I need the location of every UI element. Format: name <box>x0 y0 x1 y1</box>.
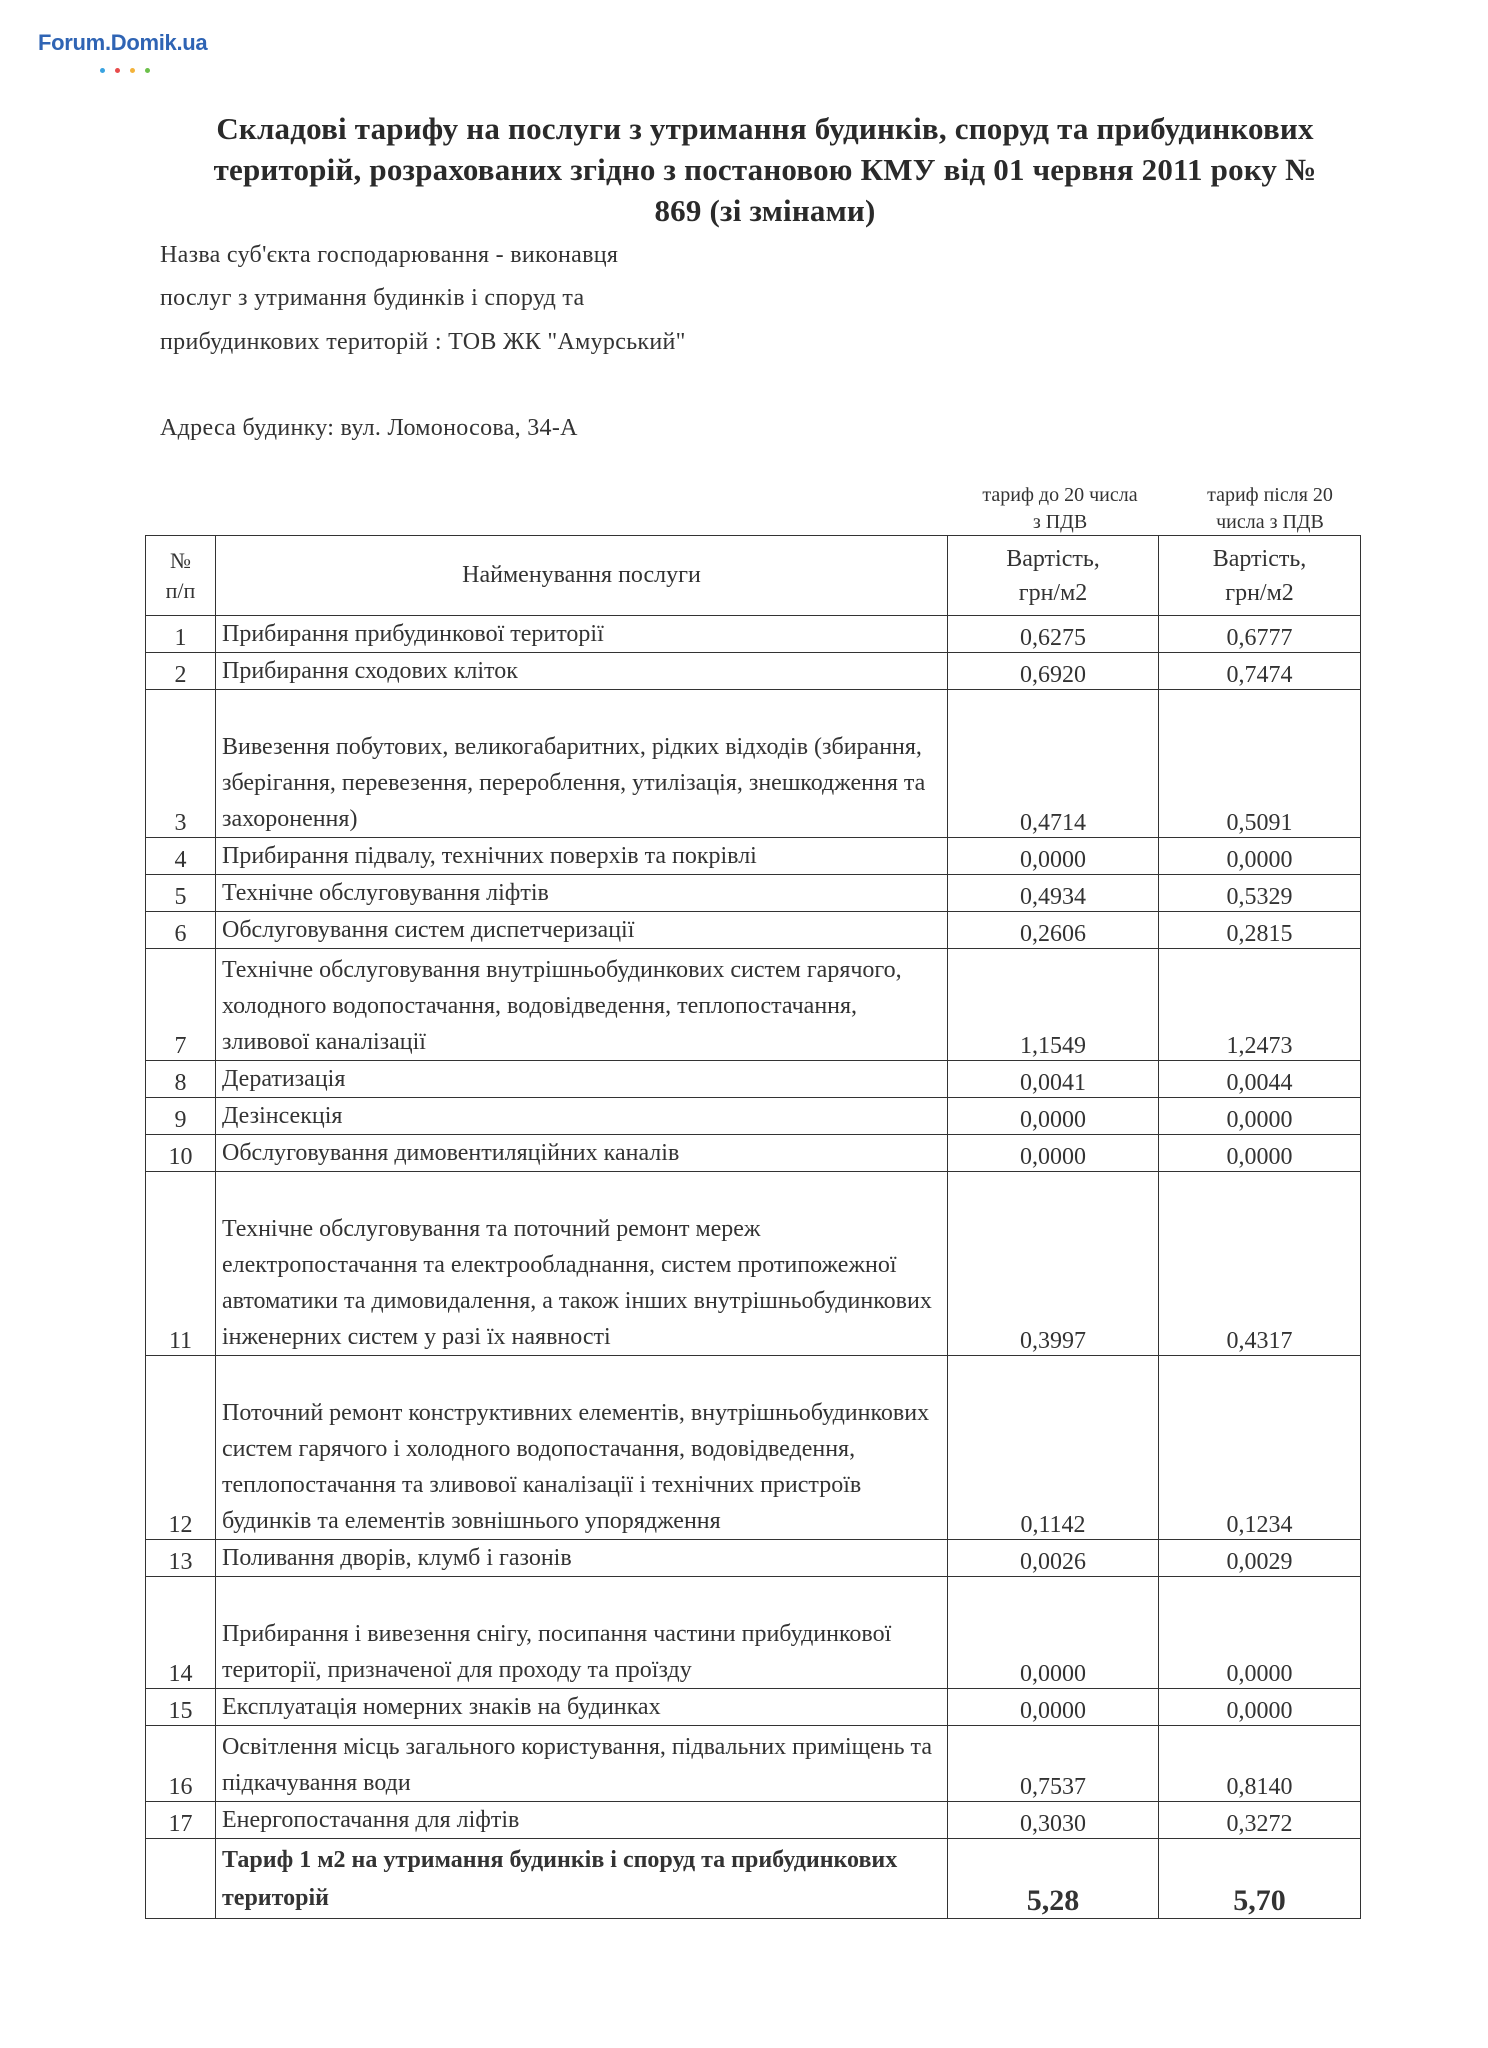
row-service-name: Прибирання і вивезення снігу, посипання частини прибудинкової території, призначеної для проходу та проїзду <box>216 1577 948 1689</box>
table-total-row <box>146 1839 1361 1919</box>
total-num-cell <box>146 1839 216 1919</box>
tariff-after-header <box>1180 482 1360 536</box>
table-row <box>146 1577 1361 1689</box>
header-cost-line: Вартість, <box>1006 545 1100 572</box>
tariff-table <box>145 535 1361 1919</box>
logo-dot <box>130 68 135 73</box>
logo-dots <box>100 60 160 78</box>
row-cost-after: 0,0000 <box>1159 1577 1361 1689</box>
subject-line: послуг з утримання будинків і споруд та <box>160 285 585 311</box>
row-cost-after: 1,2473 <box>1159 949 1361 1061</box>
logo-dot <box>115 68 120 73</box>
header-line: тариф після 20 <box>1207 484 1333 506</box>
row-cost-after: 0,5329 <box>1159 875 1361 912</box>
row-num: 5 <box>146 875 216 912</box>
row-num: 14 <box>146 1577 216 1689</box>
row-service-name: Поливання дворів, клумб і газонів <box>216 1540 948 1577</box>
title-line: 869 (зі змінами) <box>654 193 876 228</box>
row-cost-before: 0,1142 <box>948 1356 1159 1540</box>
table-row <box>146 1726 1361 1802</box>
header-num-line: № <box>170 547 191 573</box>
row-service-name: Прибирання прибудинкової території <box>216 616 948 653</box>
row-cost-after: 0,8140 <box>1159 1726 1361 1802</box>
row-service-name: Поточний ремонт конструктивних елементів, внутрішньобудинкових систем гарячого і холодного водопостачання, водовідведення, теплопостачання та зливової каналізації і технічних пристроїв будинків та елементів зовнішнього упорядження <box>216 1356 948 1540</box>
site-logo: Forum.Domik.ua <box>38 30 208 55</box>
row-cost-before: 1,1549 <box>948 949 1159 1061</box>
header-cost-line: Вартість, <box>1212 545 1307 572</box>
table-row <box>146 616 1361 653</box>
row-cost-before: 0,0041 <box>948 1061 1159 1098</box>
row-cost-after: 0,5091 <box>1159 690 1361 838</box>
row-cost-before: 0,3997 <box>948 1172 1159 1356</box>
total-label: Тариф 1 м2 на утримання будинків і споруд та прибудинкових територій <box>216 1839 948 1919</box>
header-cost-line: грн/м2 <box>1225 579 1294 606</box>
row-service-name: Експлуатація номерних знаків на будинках <box>216 1689 948 1726</box>
title-line: територій, розрахованих згідно з постановою КМУ від 01 червня 2011 року № <box>213 152 1317 187</box>
table-row <box>146 1689 1361 1726</box>
row-cost-after: 0,0029 <box>1159 1540 1361 1577</box>
row-cost-before: 0,0000 <box>948 1689 1159 1726</box>
row-service-name: Технічне обслуговування внутрішньобудинкових систем гарячого, холодного водопостачання, водовідведення, теплопостачання, зливової каналізації <box>216 949 948 1061</box>
row-cost-after: 0,0000 <box>1159 1135 1361 1172</box>
table-row <box>146 1098 1361 1135</box>
subject-line: Назва суб'єкта господарювання - виконавця <box>160 242 619 268</box>
row-cost-before: 0,0000 <box>948 838 1159 875</box>
header-line: тариф до 20 числа <box>982 484 1138 506</box>
row-cost-before: 0,0000 <box>948 1098 1159 1135</box>
row-num: 16 <box>146 1726 216 1802</box>
row-service-name: Обслуговування димовентиляційних каналів <box>216 1135 948 1172</box>
row-num: 11 <box>146 1172 216 1356</box>
tariff-before-header <box>955 482 1165 536</box>
row-cost-after: 0,4317 <box>1159 1172 1361 1356</box>
row-cost-after: 0,0000 <box>1159 838 1361 875</box>
row-num: 1 <box>146 616 216 653</box>
header-name: Найменування послуги <box>216 536 948 616</box>
table-row <box>146 1356 1361 1540</box>
row-cost-before: 0,0000 <box>948 1577 1159 1689</box>
row-num: 12 <box>146 1356 216 1540</box>
total-cost-before: 5,28 <box>948 1839 1159 1919</box>
row-service-name: Вивезення побутових, великогабаритних, рідких відходів (збирання, зберігання, перевезення, перероблення, утилізація, знешкодження та захоронення) <box>216 690 948 838</box>
table-row <box>146 912 1361 949</box>
row-num: 10 <box>146 1135 216 1172</box>
header-cost-line: грн/м2 <box>1018 579 1088 606</box>
total-cost-after: 5,70 <box>1159 1839 1361 1919</box>
row-service-name: Енергопостачання для ліфтів <box>216 1802 948 1839</box>
table-row <box>146 1540 1361 1577</box>
row-service-name: Прибирання підвалу, технічних поверхів та покрівлі <box>216 838 948 875</box>
row-cost-after: 0,2815 <box>1159 912 1361 949</box>
table-row <box>146 875 1361 912</box>
header-line: з ПДВ <box>1032 511 1088 533</box>
row-cost-after: 0,0044 <box>1159 1061 1361 1098</box>
row-cost-before: 0,0000 <box>948 1135 1159 1172</box>
row-num: 3 <box>146 690 216 838</box>
row-num: 9 <box>146 1098 216 1135</box>
table-row <box>146 949 1361 1061</box>
row-service-name: Технічне обслуговування та поточний ремонт мереж електропостачання та електрообладнання, систем протипожежної автоматики та димовидалення, а також інших внутрішньобудинкових інженерних систем у разі їх наявності <box>216 1172 948 1356</box>
row-cost-before: 0,0026 <box>948 1540 1159 1577</box>
row-cost-after: 0,0000 <box>1159 1098 1361 1135</box>
table-header-row <box>146 536 1361 616</box>
table-row <box>146 1172 1361 1356</box>
title-line: Складові тарифу на послуги з утримання будинків, споруд та прибудинкових <box>216 111 1314 146</box>
row-num: 4 <box>146 838 216 875</box>
row-cost-after: 0,1234 <box>1159 1356 1361 1540</box>
logo-dot <box>145 68 150 73</box>
row-num: 6 <box>146 912 216 949</box>
row-cost-after: 0,0000 <box>1159 1689 1361 1726</box>
row-cost-before: 0,6920 <box>948 653 1159 690</box>
row-cost-before: 0,7537 <box>948 1726 1159 1802</box>
row-num: 17 <box>146 1802 216 1839</box>
row-cost-before: 0,6275 <box>948 616 1159 653</box>
row-service-name: Освітлення місць загального користування, підвальних приміщень та підкачування води <box>216 1726 948 1802</box>
row-cost-before: 0,3030 <box>948 1802 1159 1839</box>
header-num-line: п/п <box>165 577 196 603</box>
header-num <box>146 536 216 616</box>
row-num: 2 <box>146 653 216 690</box>
subject-line: прибудинкових територій : ТОВ ЖК "Амурський" <box>160 329 686 355</box>
row-service-name: Дератизація <box>216 1061 948 1098</box>
table-row <box>146 1061 1361 1098</box>
row-cost-before: 0,2606 <box>948 912 1159 949</box>
document-title <box>150 108 1380 231</box>
row-num: 7 <box>146 949 216 1061</box>
row-cost-before: 0,4714 <box>948 690 1159 838</box>
row-service-name: Технічне обслуговування ліфтів <box>216 875 948 912</box>
row-num: 15 <box>146 1689 216 1726</box>
row-cost-before: 0,4934 <box>948 875 1159 912</box>
row-service-name: Дезінсекція <box>216 1098 948 1135</box>
header-cost-after <box>1159 536 1361 616</box>
row-num: 13 <box>146 1540 216 1577</box>
row-service-name: Прибирання сходових кліток <box>216 653 948 690</box>
table-row <box>146 838 1361 875</box>
table-row <box>146 1135 1361 1172</box>
table-row <box>146 1802 1361 1839</box>
row-num: 8 <box>146 1061 216 1098</box>
logo-dot <box>100 68 105 73</box>
house-address: Адреса будинку: вул. Ломоносова, 34-А <box>160 415 578 441</box>
row-cost-after: 0,3272 <box>1159 1802 1361 1839</box>
row-cost-after: 0,7474 <box>1159 653 1361 690</box>
row-service-name: Обслуговування систем диспетчеризації <box>216 912 948 949</box>
table-row <box>146 690 1361 838</box>
row-cost-after: 0,6777 <box>1159 616 1361 653</box>
table-row <box>146 653 1361 690</box>
header-line: числа з ПДВ <box>1216 511 1324 533</box>
header-cost-before <box>948 536 1159 616</box>
